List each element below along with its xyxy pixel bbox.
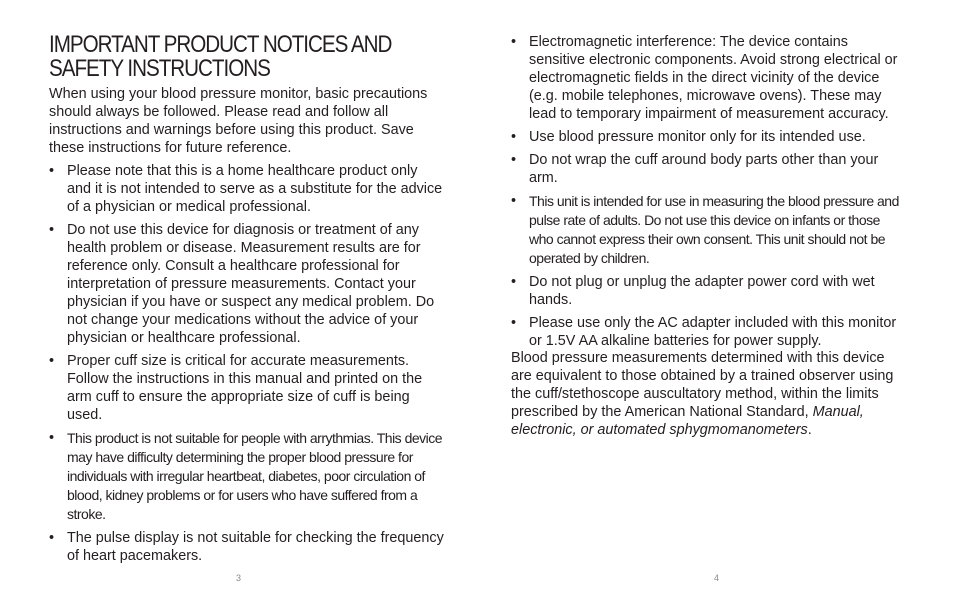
page-title: IMPORTANT PRODUCT NOTICES AND SAFETY INSTRUCTIONS [49, 31, 392, 82]
list-item [511, 128, 906, 146]
list-item-text: This product is not suitable for people with arrythmias. This device may have difficulty determining the proper blood pressure for individuals with irregular heartbeat, diabetes, poor circulation of blood, kidney problems or for users who have suffered from a stroke. [67, 430, 443, 522]
bullet-icon: • [49, 530, 55, 546]
list-item-text: Do not plug or unplug the adapter power cord with wet hands. [529, 274, 875, 308]
list-item-text: The pulse display is not suitable for checking the frequency of heart pacemakers. [67, 530, 444, 564]
bullet-icon: • [49, 222, 55, 238]
intro-paragraph: When using your blood pressure monitor, basic precautions should always be followed. Please read and follow all instructions and warnings before using this product. Save these instructions for future reference. [49, 86, 428, 156]
bullet-icon: • [49, 430, 55, 446]
closing-paragraph [511, 349, 906, 439]
page-number: 3 [236, 573, 242, 583]
bullet-icon: • [511, 193, 517, 209]
list-item-text: Electromagnetic interference: The device contains sensitive electronic components. Avoid strong electrical or electromagnetic fields in the direct vicinity of the device (e.g. mobile telephones, microwave ovens). These may lead to temporary impairment of measurement accuracy. [529, 34, 898, 122]
list-item-text: Proper cuff size is critical for accurate measurements. Follow the instructions in this manual and printed on the arm cuff to ensure the appropriate size of cuff is being used. [67, 353, 423, 423]
bullet-icon: • [511, 274, 517, 290]
list-item [49, 529, 444, 565]
list-item [511, 192, 906, 268]
bullet-icon: • [49, 163, 55, 179]
left-bullet-list [49, 162, 444, 570]
list-item [511, 314, 906, 350]
list-item [511, 273, 906, 309]
bullet-icon: • [511, 315, 517, 331]
list-item-text: Please note that this is a home healthcare product only and it is not intended to serve as a substitute for the advice of a physician or medical professional. [67, 163, 443, 215]
bullet-icon: • [511, 34, 517, 50]
bullet-icon: • [511, 152, 517, 168]
bullet-icon: • [511, 129, 517, 145]
list-item [49, 352, 444, 424]
list-item [49, 221, 444, 347]
list-item [49, 162, 444, 216]
standard-title: Manual, electronic, or automated sphygmomanometers [511, 404, 864, 438]
bullet-icon: • [49, 353, 55, 369]
page-number: 4 [714, 573, 720, 583]
list-item [511, 151, 906, 187]
closing-text: Blood pressure measurements determined with this device are equivalent to those obtained by a trained observer using the cuff/stethoscope auscultatory method, within the limits prescribed by the American National Standard, [511, 350, 894, 420]
list-item-text: Use blood pressure monitor only for its intended use. [529, 129, 866, 145]
list-item-text: Do not wrap the cuff around body parts other than your arm. [529, 152, 879, 186]
list-item-text: Do not use this device for diagnosis or treatment of any health problem or disease. Measurement results are for reference only. Consult a healthcare professional for interpretation of pressure measurements. Contact your physician if you have or suspect any medical problem. Do not change your medications without the advice of your physician or healthcare professional. [67, 222, 435, 346]
list-item [49, 429, 444, 524]
closing-period: . [807, 422, 812, 438]
list-item-text: This unit is intended for use in measuring the blood pressure and pulse rate of adults. Do not use this device on infants or those who cannot express their own consent. This unit should not be operated by children. [529, 193, 899, 266]
list-item [511, 33, 906, 123]
right-bullet-list [511, 33, 906, 355]
list-item-text: Please use only the AC adapter included with this monitor or 1.5V AA alkaline batteries for power supply. [529, 315, 897, 349]
